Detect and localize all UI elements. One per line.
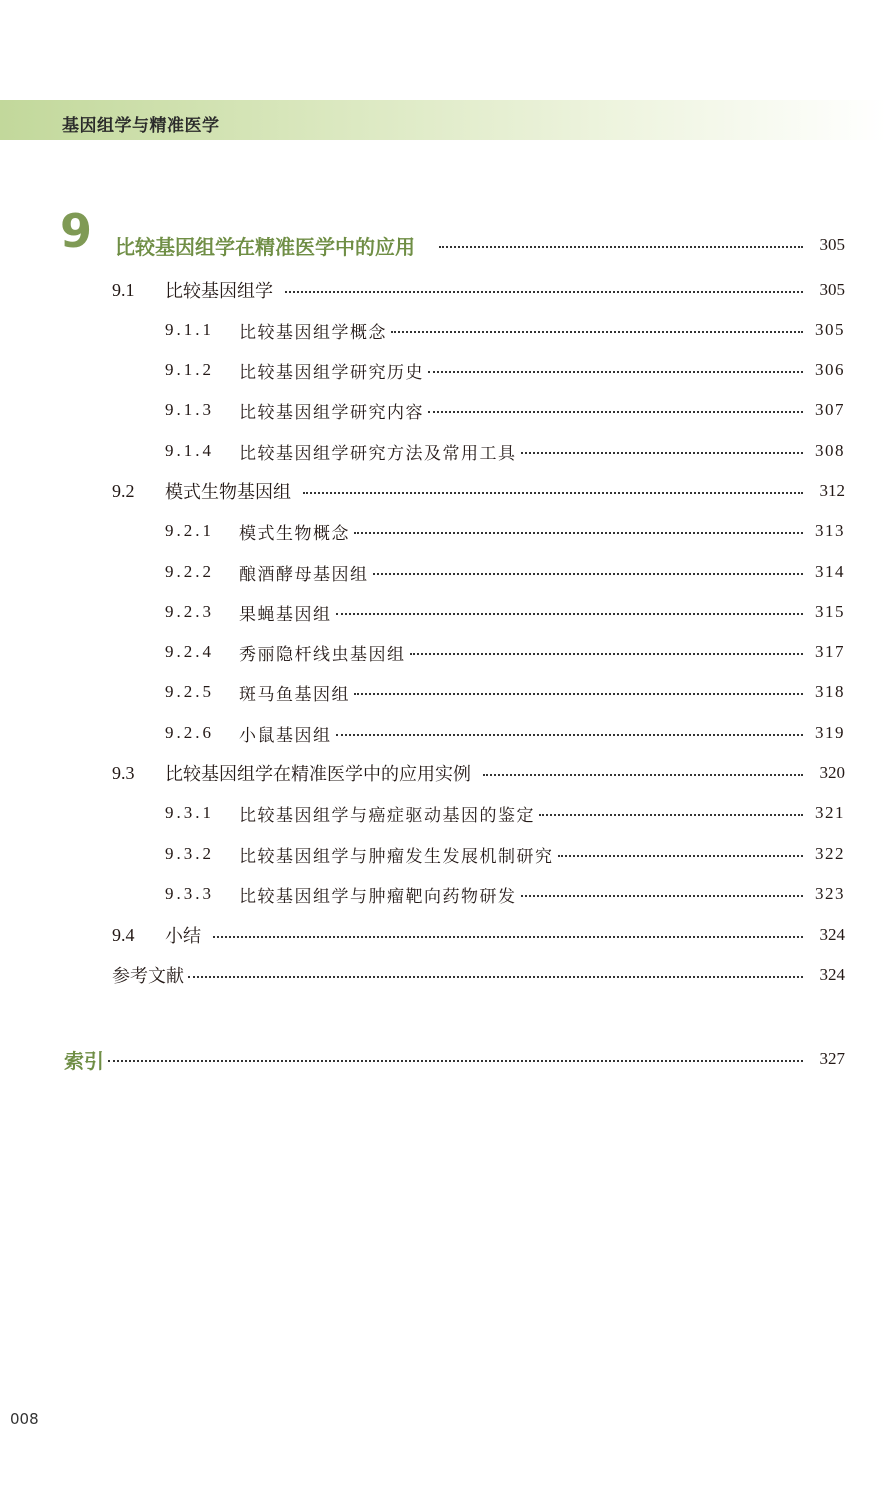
section-title: 比较基因组学	[165, 281, 273, 302]
section-number: 9.2.2	[165, 562, 214, 581]
section-number: 9.3	[112, 762, 135, 783]
section-title: 果蝇基因组	[239, 604, 332, 625]
toc-entry-9-3[interactable]	[112, 758, 845, 788]
section-title: 小结	[165, 926, 201, 947]
toc-entry-9-3-2[interactable]	[165, 839, 845, 869]
chapter-title: 比较基因组学在精准医学中的应用	[115, 234, 415, 259]
dot-leader	[428, 411, 803, 413]
section-number: 9.3.2	[165, 844, 214, 863]
toc-entry-9-2-4[interactable]	[165, 637, 845, 667]
dot-leader	[373, 573, 804, 575]
chapter-number: 9	[60, 204, 93, 258]
dot-leader	[539, 814, 803, 816]
toc-entry-9-2-2[interactable]	[165, 557, 845, 587]
dot-leader	[354, 693, 803, 695]
page-number: 305	[815, 320, 845, 339]
page-number: 306	[815, 360, 845, 379]
section-title: 比较基因组学概念	[239, 322, 387, 343]
section-number: 9.1	[112, 279, 135, 300]
page-number: 321	[815, 803, 845, 822]
page-number: 327	[819, 1049, 845, 1068]
section-number: 9.1.2	[165, 360, 214, 379]
toc-entry-9-4[interactable]	[112, 920, 845, 950]
section-title: 比较基因组学研究方法及常用工具	[239, 443, 517, 464]
section-number: 9.2.3	[165, 602, 214, 621]
toc-entry-references[interactable]	[112, 960, 845, 990]
section-number: 9.3.1	[165, 803, 214, 822]
section-number: 9.4	[112, 924, 135, 945]
toc-entry-9-2-1[interactable]	[165, 516, 845, 546]
dot-leader	[188, 976, 803, 978]
section-number: 9.2.1	[165, 521, 214, 540]
page-number: 308	[815, 441, 845, 460]
section-number: 9.3.3	[165, 884, 214, 903]
toc-entry-9-1[interactable]	[112, 275, 845, 305]
page-number: 312	[819, 481, 845, 500]
page-number: 317	[815, 642, 845, 661]
page-number: 318	[815, 682, 845, 701]
section-number: 9.1.1	[165, 320, 214, 339]
dot-leader	[391, 331, 803, 333]
section-title: 比较基因组学研究内容	[239, 402, 424, 423]
page-number: 324	[819, 925, 845, 944]
running-header-title: 基因组学与精准医学	[62, 116, 220, 136]
folio-page-number: 008	[10, 1410, 39, 1428]
section-number: 9.1.4	[165, 441, 214, 460]
page-number: 314	[815, 562, 845, 581]
section-title: 比较基因组学研究历史	[239, 362, 424, 383]
section-title: 斑马鱼基因组	[239, 684, 350, 705]
dot-leader	[428, 371, 803, 373]
dot-leader	[303, 492, 803, 494]
dot-leader	[410, 653, 804, 655]
section-title: 比较基因组学与肿瘤发生发展机制研究	[239, 846, 554, 867]
toc-entry-9-2-3[interactable]	[165, 597, 845, 627]
dot-leader	[336, 613, 804, 615]
toc-entry-9-2-6[interactable]	[165, 718, 845, 748]
dot-leader	[521, 895, 804, 897]
page-number: 313	[815, 521, 845, 540]
toc-entry-9-1-2[interactable]	[165, 355, 845, 385]
toc-entry-9-1-1[interactable]	[165, 315, 845, 345]
toc-entry-9-1-3[interactable]	[165, 395, 845, 425]
section-number: 9.1.3	[165, 400, 214, 419]
section-number: 9.2.4	[165, 642, 214, 661]
section-title: 比较基因组学与癌症驱动基因的鉴定	[239, 805, 535, 826]
page-number: 305	[819, 235, 845, 254]
page-number: 322	[815, 844, 845, 863]
toc-entry-index[interactable]	[64, 1044, 845, 1074]
index-title: 索引	[64, 1048, 104, 1073]
dot-leader	[336, 734, 804, 736]
section-number: 9.2	[112, 480, 135, 501]
dot-leader	[483, 774, 803, 776]
section-title: 模式生物概念	[239, 523, 350, 544]
section-title: 秀丽隐杆线虫基因组	[239, 644, 406, 665]
page-number: 307	[815, 400, 845, 419]
section-title: 酿酒酵母基因组	[239, 564, 369, 585]
toc-entry-9-2-5[interactable]	[165, 677, 845, 707]
dot-leader	[285, 291, 803, 293]
dot-leader	[521, 452, 804, 454]
toc-entry-9-1-4[interactable]	[165, 436, 845, 466]
page-number: 323	[815, 884, 845, 903]
dot-leader	[558, 855, 804, 857]
page-number: 319	[815, 723, 845, 742]
section-number: 9.2.6	[165, 723, 214, 742]
dot-leader	[108, 1060, 803, 1062]
toc-chapter-entry[interactable]	[115, 230, 845, 260]
toc-entry-9-3-3[interactable]	[165, 879, 845, 909]
section-title: 比较基因组学与肿瘤靶向药物研发	[239, 886, 517, 907]
section-title: 参考文献	[112, 966, 184, 987]
page-number: 315	[815, 602, 845, 621]
section-number: 9.2.5	[165, 682, 214, 701]
page-number: 320	[819, 763, 845, 782]
dot-leader	[354, 532, 803, 534]
section-title: 比较基因组学在精准医学中的应用实例	[165, 764, 471, 785]
toc-entry-9-2[interactable]	[112, 476, 845, 506]
dot-leader	[213, 936, 803, 938]
dot-leader	[439, 246, 803, 248]
page-number: 305	[819, 280, 845, 299]
page-number: 324	[819, 965, 845, 984]
section-title: 小鼠基因组	[239, 725, 332, 746]
toc-entry-9-3-1[interactable]	[165, 798, 845, 828]
section-title: 模式生物基因组	[165, 482, 291, 503]
